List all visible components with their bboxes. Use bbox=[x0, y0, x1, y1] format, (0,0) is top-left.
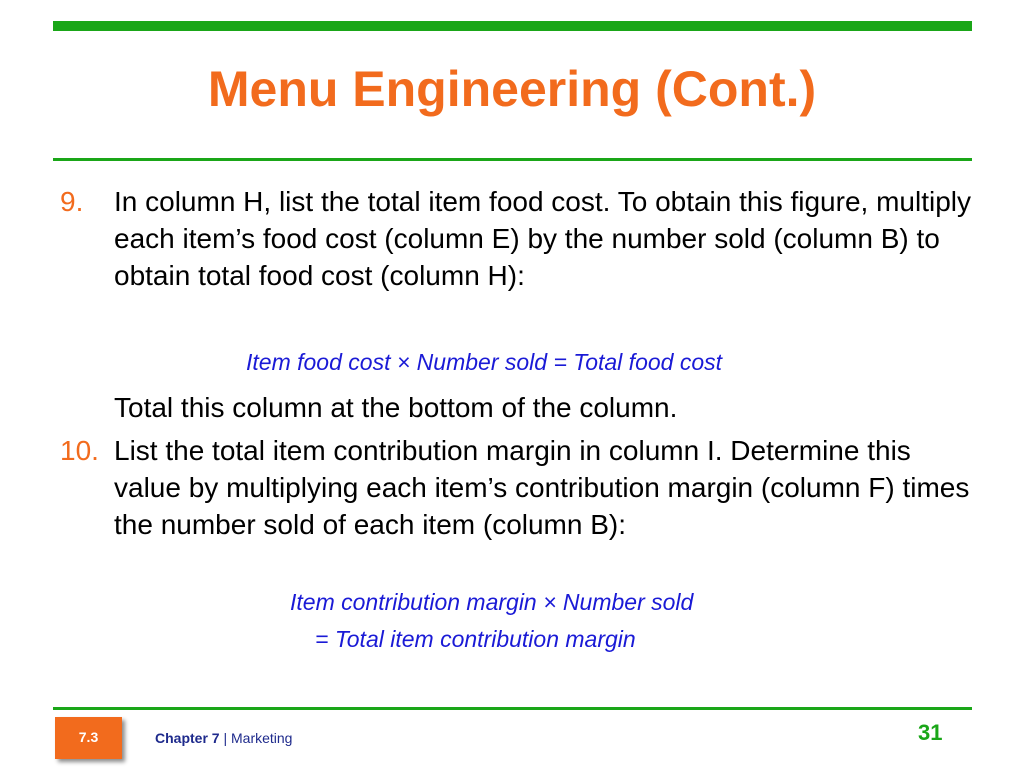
footer-separator: | bbox=[219, 730, 231, 746]
top-accent-bar bbox=[53, 21, 972, 31]
item-10-text: List the total item contribution margin in column I. Determine this value by multiplying each item’s contribution margin (column F) times the number sold of each item (column B): bbox=[114, 435, 970, 540]
item-9-text: In column H, list the total item food cost. To obtain this figure, multiply each item’s food cost (column E) by the number sold (column B) to obtain total food cost (column H): bbox=[114, 186, 971, 291]
item-10-number: 10. bbox=[60, 435, 99, 466]
formula-food-cost: Item food cost × Number sold = Total food cost bbox=[246, 349, 723, 375]
footer-chapter bbox=[155, 730, 292, 746]
item-9-number: 9. bbox=[60, 186, 84, 217]
note-total-column: Total this column at the bottom of the column. bbox=[114, 392, 678, 423]
formula-contribution-line2: = Total item contribution margin bbox=[315, 626, 636, 652]
footer-divider bbox=[53, 707, 972, 710]
page-number: 31 bbox=[918, 720, 943, 745]
section-badge: 7.3 bbox=[55, 717, 122, 759]
title-divider bbox=[53, 158, 972, 161]
footer-chapter-label: Chapter 7 bbox=[155, 730, 220, 746]
slide-title: Menu Engineering (Cont.) bbox=[207, 61, 817, 117]
formula-contribution-line1: Item contribution margin × Number sold bbox=[290, 589, 694, 615]
footer-section-label: Marketing bbox=[231, 730, 293, 746]
